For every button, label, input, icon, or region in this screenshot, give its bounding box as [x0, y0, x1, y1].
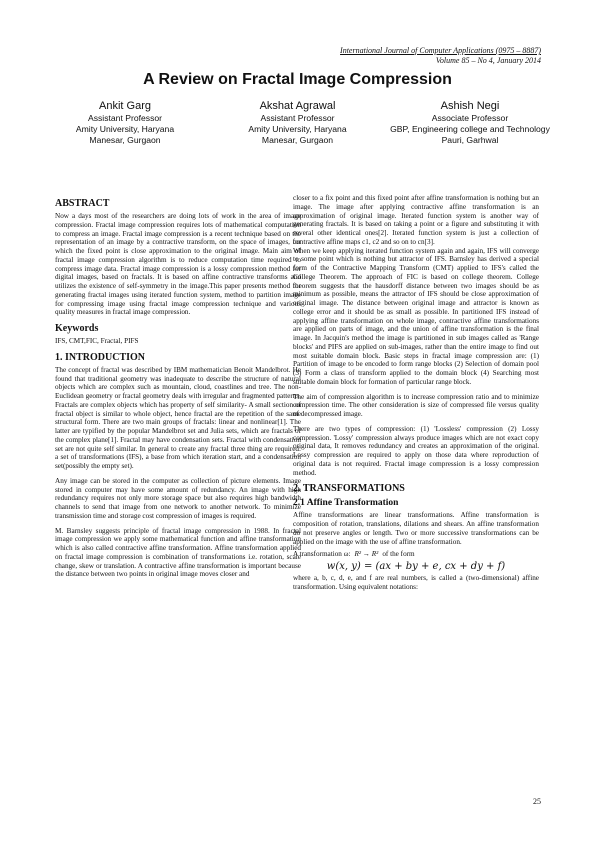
- author-name: Akshat Agrawal: [259, 100, 336, 112]
- right-column: [293, 194, 539, 592]
- author-location: Pauri, Garhwal: [441, 135, 499, 145]
- affine-paragraph-1: Affine transformations are linear transformations. Affine transformation is composition of rotation, translations, dilations and shears. An affine transformation do not preserve angles or length. Two or more successive transformations can be applied on the image with the use of affine transformation.: [293, 511, 539, 546]
- keywords-heading: Keywords: [55, 323, 99, 334]
- eq-map: R² → R²: [354, 550, 379, 559]
- abstract-text: Now a days most of the researchers are doing lots of work in the area of image compression. Fractal image compression requires lots of mathematical computation to compress an image. Fractal image compression is a recent technique based on the representation of an image by a contractive transform, on the space of images, for which the fixed point is close approximation to the original image. Main aim of fractal image compression algorithm is to reduce computation time required to compress image data. Fractal image compression is a lossy compression method for digital images, based on fractals. It is based on affine contractive transforms and utilizes the existence of self-symmetry in the image.This paper presents method for generating fractal images using iterated function system, method to partition image for compressing image using fractal image compression technique and various quality measures in fractal image compression.: [55, 212, 301, 317]
- author-2: [213, 99, 383, 146]
- introduction-paragraph-3: M. Barnsley suggests principle of fractal image compression in 1988. In fractal image compression we apply some mathematical function and affine transformation which is also called contractive affine transformation. Affine transformation applied on fractal image compression is combination of transformations i.e. rotation, scale change, skew or translation. A contractive affine transformation is important because the distance between two points in original image moves closer and: [55, 526, 301, 579]
- author-title: Associate Professor: [431, 113, 509, 123]
- body-paragraph-2: When we keep applying iterated function system again and again, IFS will converge to some point which is nothing but attractor of IFS. Barnsley has derived a special form of the Contractive Mapping Transform (CMT) applied to IFS's called the College Theorem. The approach of FIC is based on college theorem. College theorem suggests that the hausdorff distance between two images should be as minimum as possible, means the attractor of IFS should be close approximation of original image. The distance between original image and attractor is known as college error and it should be as small as possible. In partitioned IFS instead of applying affine transformation on whole image, contractive affine transformations are applied on parts of image, and the union of affine transformation is the final image. In Jacquin's method the image is partitioned in sub images called as 'Range blocks' and PIFS are applied on sub-images, rather than the entire image to find out most suitable domain block. Basic steps in fractal image compression are: (1) Partition of image to be encoded to form range blocks (2) Selection of domain pool (3) Form a class of transform applied to the domain block (4) Searching most suitable domain block for formation of particular range block.: [293, 246, 539, 386]
- journal-name: International Journal of Computer Applications (0975 – 8887): [340, 46, 541, 55]
- keywords-text: IFS, CMT,FIC, Fractal, PIFS: [55, 337, 139, 345]
- affine-formula: w(x, y) = (ax + by + e, cx + dy + f): [326, 561, 506, 572]
- paper-title: A Review on Fractal Image Compression: [143, 71, 452, 88]
- author-name: Ashish Negi: [440, 100, 500, 112]
- page-number: 25: [533, 797, 541, 806]
- author-name: Ankit Garg: [99, 100, 151, 112]
- left-column: [55, 194, 301, 579]
- eq-prefix: A transformation ω:: [293, 550, 351, 559]
- author-location: Manesar, Gurgaon: [89, 135, 161, 145]
- journal-volume: Volume 85 – No 4, January 2014: [435, 56, 541, 65]
- introduction-heading: 1. INTRODUCTION: [55, 351, 146, 363]
- author-title: Assistant Professor: [87, 113, 163, 123]
- author-title: Assistant Professor: [260, 113, 335, 123]
- author-1: [40, 99, 210, 146]
- body-paragraph-3: The aim of compression algorithm is to increase compression ratio and to minimize compression time. The other consideration is size of compressed file versus quality of decompressed image.: [293, 392, 539, 418]
- author-list: [40, 99, 555, 146]
- introduction-paragraph-1: The concept of fractal was described by IBM mathematician Benoit Mandelbrot. He found that traditional geometry was inadequate to describe the structure of natural objects which are complex such as mountain, cloud, coastlines and tree. The non-Euclidean geometry or fractal geometry deals with irregular and fragmented patterns. Fractals are complex objects which has property of self similarity- A small section of fractal object is similar to whole object, hence fractal are the repetition of the same structural form. There are two main groups of fractals: linear and nonlinear[1]. The latter are typified by the popular Mandelbrot set and Julia sets, which are fractals of the complex plane[1]. Fractal may have condensation sets. Fractal with condensation set are not quite self similar. In general to create any fractal three thing are required: a set of transformations (IFS), a base from which iteration start, and a condensation set(possibly the empty set).: [55, 365, 301, 470]
- eq-suffix: of the form: [382, 550, 415, 559]
- introduction-paragraph-2: Any image can be stored in the computer as collection of picture elements. Image stored in computer may have some amount of redundancy. An image with high redundancy requires not only more storage space but also requires high bandwidth channels to send that image from one network to another network. To minimize transmission time and storage cost compression of images is required.: [55, 476, 301, 520]
- author-location: Manesar, Gurgaon: [261, 135, 334, 145]
- affine-subheading: 2.1 Affine Transformation: [293, 498, 399, 509]
- body-paragraph-4: There are two types of compression: (1) 'Lossless' compression (2) Lossy compression. 'Lossy' compression always produce images which are not exact copy original data, It removes redundancy and creates an approximation of the original. Lossy compression are required to apply on those data where reproduction of original data is not required. Fractal image compression is a lossy compression method.: [293, 424, 539, 477]
- author-affiliation: Amity University, Haryana: [248, 124, 347, 134]
- body-paragraph-1: closer to a fix point and this fixed point after affine transformation is nothing but an image. The image after applying contractive affine transformation is an approximation of original image. Iterated function system is another way of generating fractals. It is based on taking a point or a figure and substituting it with several other identical ones[2]. Iterated function system is just a collection of contractive affine maps c1, c2 and so on to cn[3].: [293, 194, 539, 246]
- affine-paragraph-2: where a, b, c, d, e, and f are real numbers, is called a (two-dimensional) affine transformation. Using equivalent notations:: [293, 574, 539, 591]
- transformations-heading: 2. TRANSFORMATIONS: [293, 483, 405, 495]
- author-affiliation: Amity University, Haryana: [75, 124, 175, 134]
- transformation-definition: [293, 550, 539, 559]
- author-affiliation: GBP, Engineering college and Technology: [390, 124, 550, 134]
- abstract-heading: ABSTRACT: [55, 198, 110, 209]
- journal-header: [340, 46, 541, 66]
- author-3: [385, 99, 555, 146]
